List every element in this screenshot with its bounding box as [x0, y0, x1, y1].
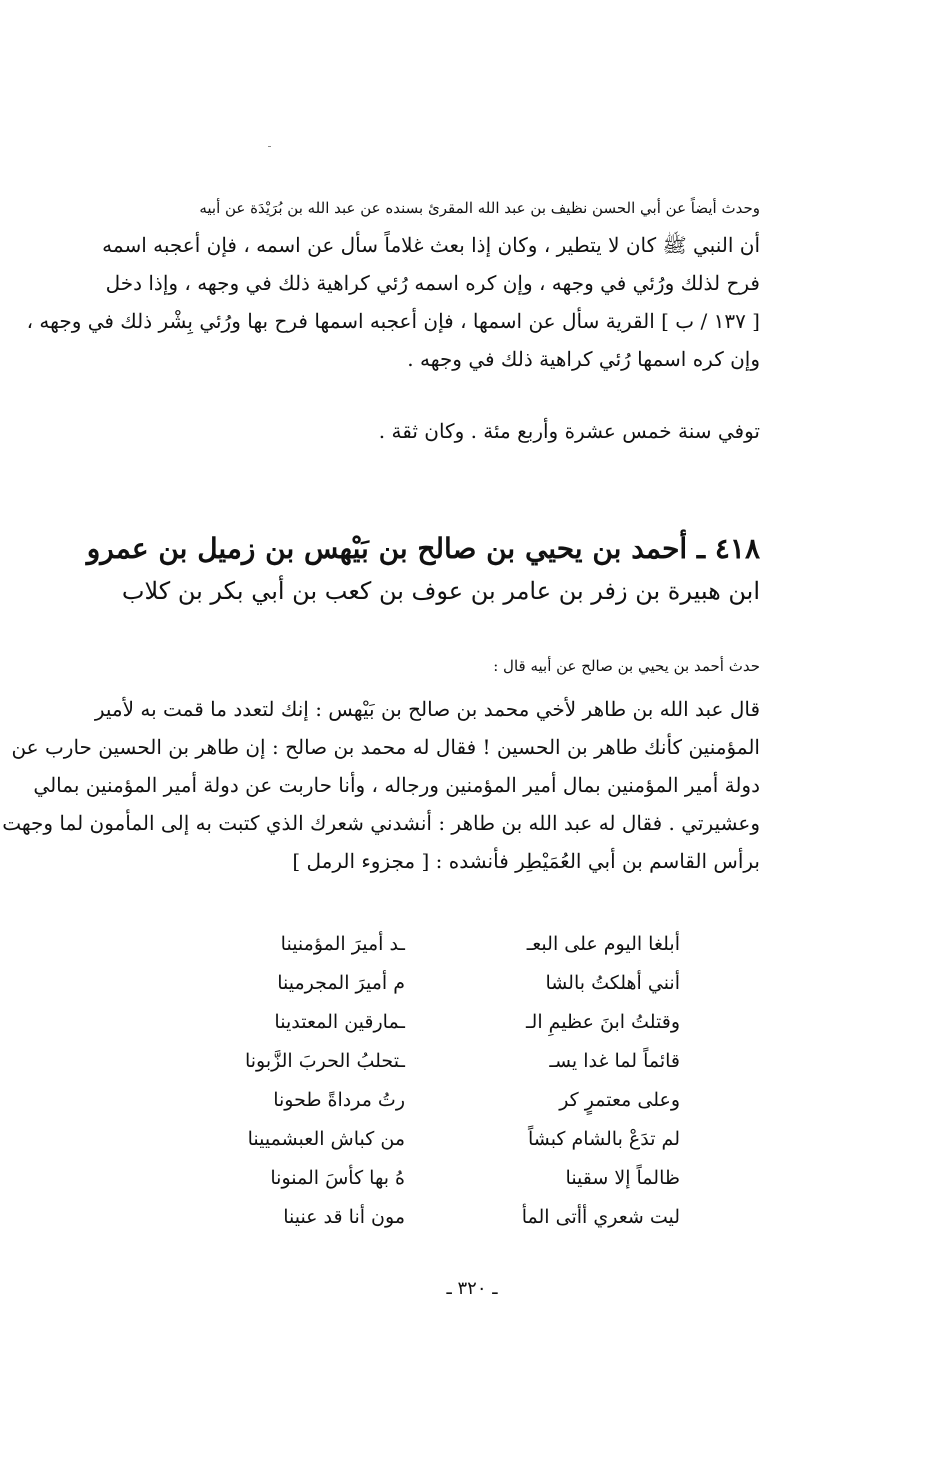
paragraph-line: وعشيرتي . فقال له عبد الله بن طاهر : أنشدني شعرك الذي كتبت به إلى المأمون لما وجهت — [2, 811, 760, 835]
poem-verse — [180, 1041, 680, 1080]
paragraph-line: المؤمنين كأنك طاهر بن الحسين ! فقال له محمد بن صالح : إن طاهر بن الحسين حارب عن — [11, 735, 760, 759]
scan-mark — [268, 146, 271, 147]
paragraph-line: أن النبي ﷺ كان لا يتطير ، وكان إذا بعث غلاماً سأل عن اسمه ، فإن أعجبه اسمه — [102, 233, 760, 257]
paragraph-line: [ ١٣٧ / ب ] القرية سأل عن اسمها ، فإن أعجبه اسمها فرح بها ورُئي بِشْر ذلك في وجهه ، — [26, 309, 760, 333]
narration-paragraph — [2, 656, 760, 880]
death-note: توفي سنة خمس عشرة وأربع مئة . وكان ثقة . — [378, 419, 760, 443]
verse-second-hemistich: رتُ مرداةً طحونا — [273, 1088, 405, 1111]
isnad-line: وحدث أيضاً عن أبي الحسن نظيف بن عبد الله المقرئ بسنده عن عبد الله بن بُرَيْدَة عن أبيه — [199, 199, 760, 217]
paragraph-line: قال عبد الله بن طاهر لأخي محمد بن صالح بن بَيْهس : إنك لتعدد ما قمت به لأمير — [94, 697, 760, 721]
narration-intro: حدث أحمد بن يحيي بن صالح عن أبيه قال : — [493, 657, 760, 675]
verse-second-hemistich: من كباش العبشميينا — [247, 1127, 405, 1150]
verse-second-hemistich: ـد أميرَ المؤمنينا — [280, 932, 405, 955]
entry-subtitle: ابن هبيرة بن زفر بن عامر بن عوف بن كعب بن أبي بكر بن كلاب — [121, 577, 760, 605]
verse-first-hemistich: وعلى معتمرٍ كر — [559, 1088, 680, 1111]
verse-first-hemistich: لم تدَعْ بالشام كبشاً — [527, 1127, 680, 1150]
verse-first-hemistich: قائماً لما غدا يسـ — [549, 1049, 680, 1072]
poem-verse — [180, 1197, 680, 1236]
verse-first-hemistich: وقتلتُ ابنَ عظيمِ الـ — [525, 1010, 680, 1033]
hadith-paragraph — [26, 198, 760, 378]
verse-second-hemistich: مون أنا قد عنينا — [283, 1205, 405, 1228]
verse-second-hemistich: ـتحلبُ الحربَ الزَّبونا — [244, 1049, 405, 1072]
poem-verse — [180, 963, 680, 1002]
poem-verse — [180, 1158, 680, 1197]
verse-second-hemistich: ـمارقين المعتدينا — [274, 1010, 405, 1033]
poem-verse — [180, 924, 680, 963]
verse-second-hemistich: م أميرَ المجرمينا — [277, 971, 405, 994]
verse-first-hemistich: ظالماً إلا سقينا — [565, 1166, 680, 1189]
poem-verse — [180, 1080, 680, 1119]
verse-first-hemistich: أبلغا اليوم على البعـ — [526, 932, 680, 955]
poem-verse — [180, 1002, 680, 1041]
paragraph-line: فرح لذلك ورُئي في وجهه ، وإن كره اسمه رُئي كراهية ذلك في وجهه ، وإذا دخل — [105, 271, 760, 295]
paragraph-line: دولة أمير المؤمنين بمال أمير المؤمنين ورجاله ، وأنا حاربت عن دولة أمير المؤمنين بمالي — [33, 773, 760, 797]
poem-verse — [180, 1119, 680, 1158]
entry-title: ٤١٨ ـ أحمد بن يحيي بن صالح بن بَيْهس بن زميل بن عمرو — [86, 532, 760, 565]
paragraph-line: وإن كره اسمها رُئي كراهية ذلك في وجهه . — [407, 347, 760, 371]
verse-first-hemistich: أنني أهلكتُ بالشا — [545, 971, 680, 994]
entry-heading — [86, 527, 760, 611]
verse-first-hemistich: ليت شعري أأتى المأ — [521, 1205, 680, 1228]
page-number: ـ ٣٢٠ ـ — [446, 1278, 498, 1299]
poem — [180, 924, 680, 1264]
verse-second-hemistich: هُ بها كأسَ المنونا — [270, 1166, 405, 1189]
paragraph-line: برأس القاسم بن أبي العُمَيْطِر فأنشده : [ مجزوء الرمل ] — [292, 849, 760, 873]
